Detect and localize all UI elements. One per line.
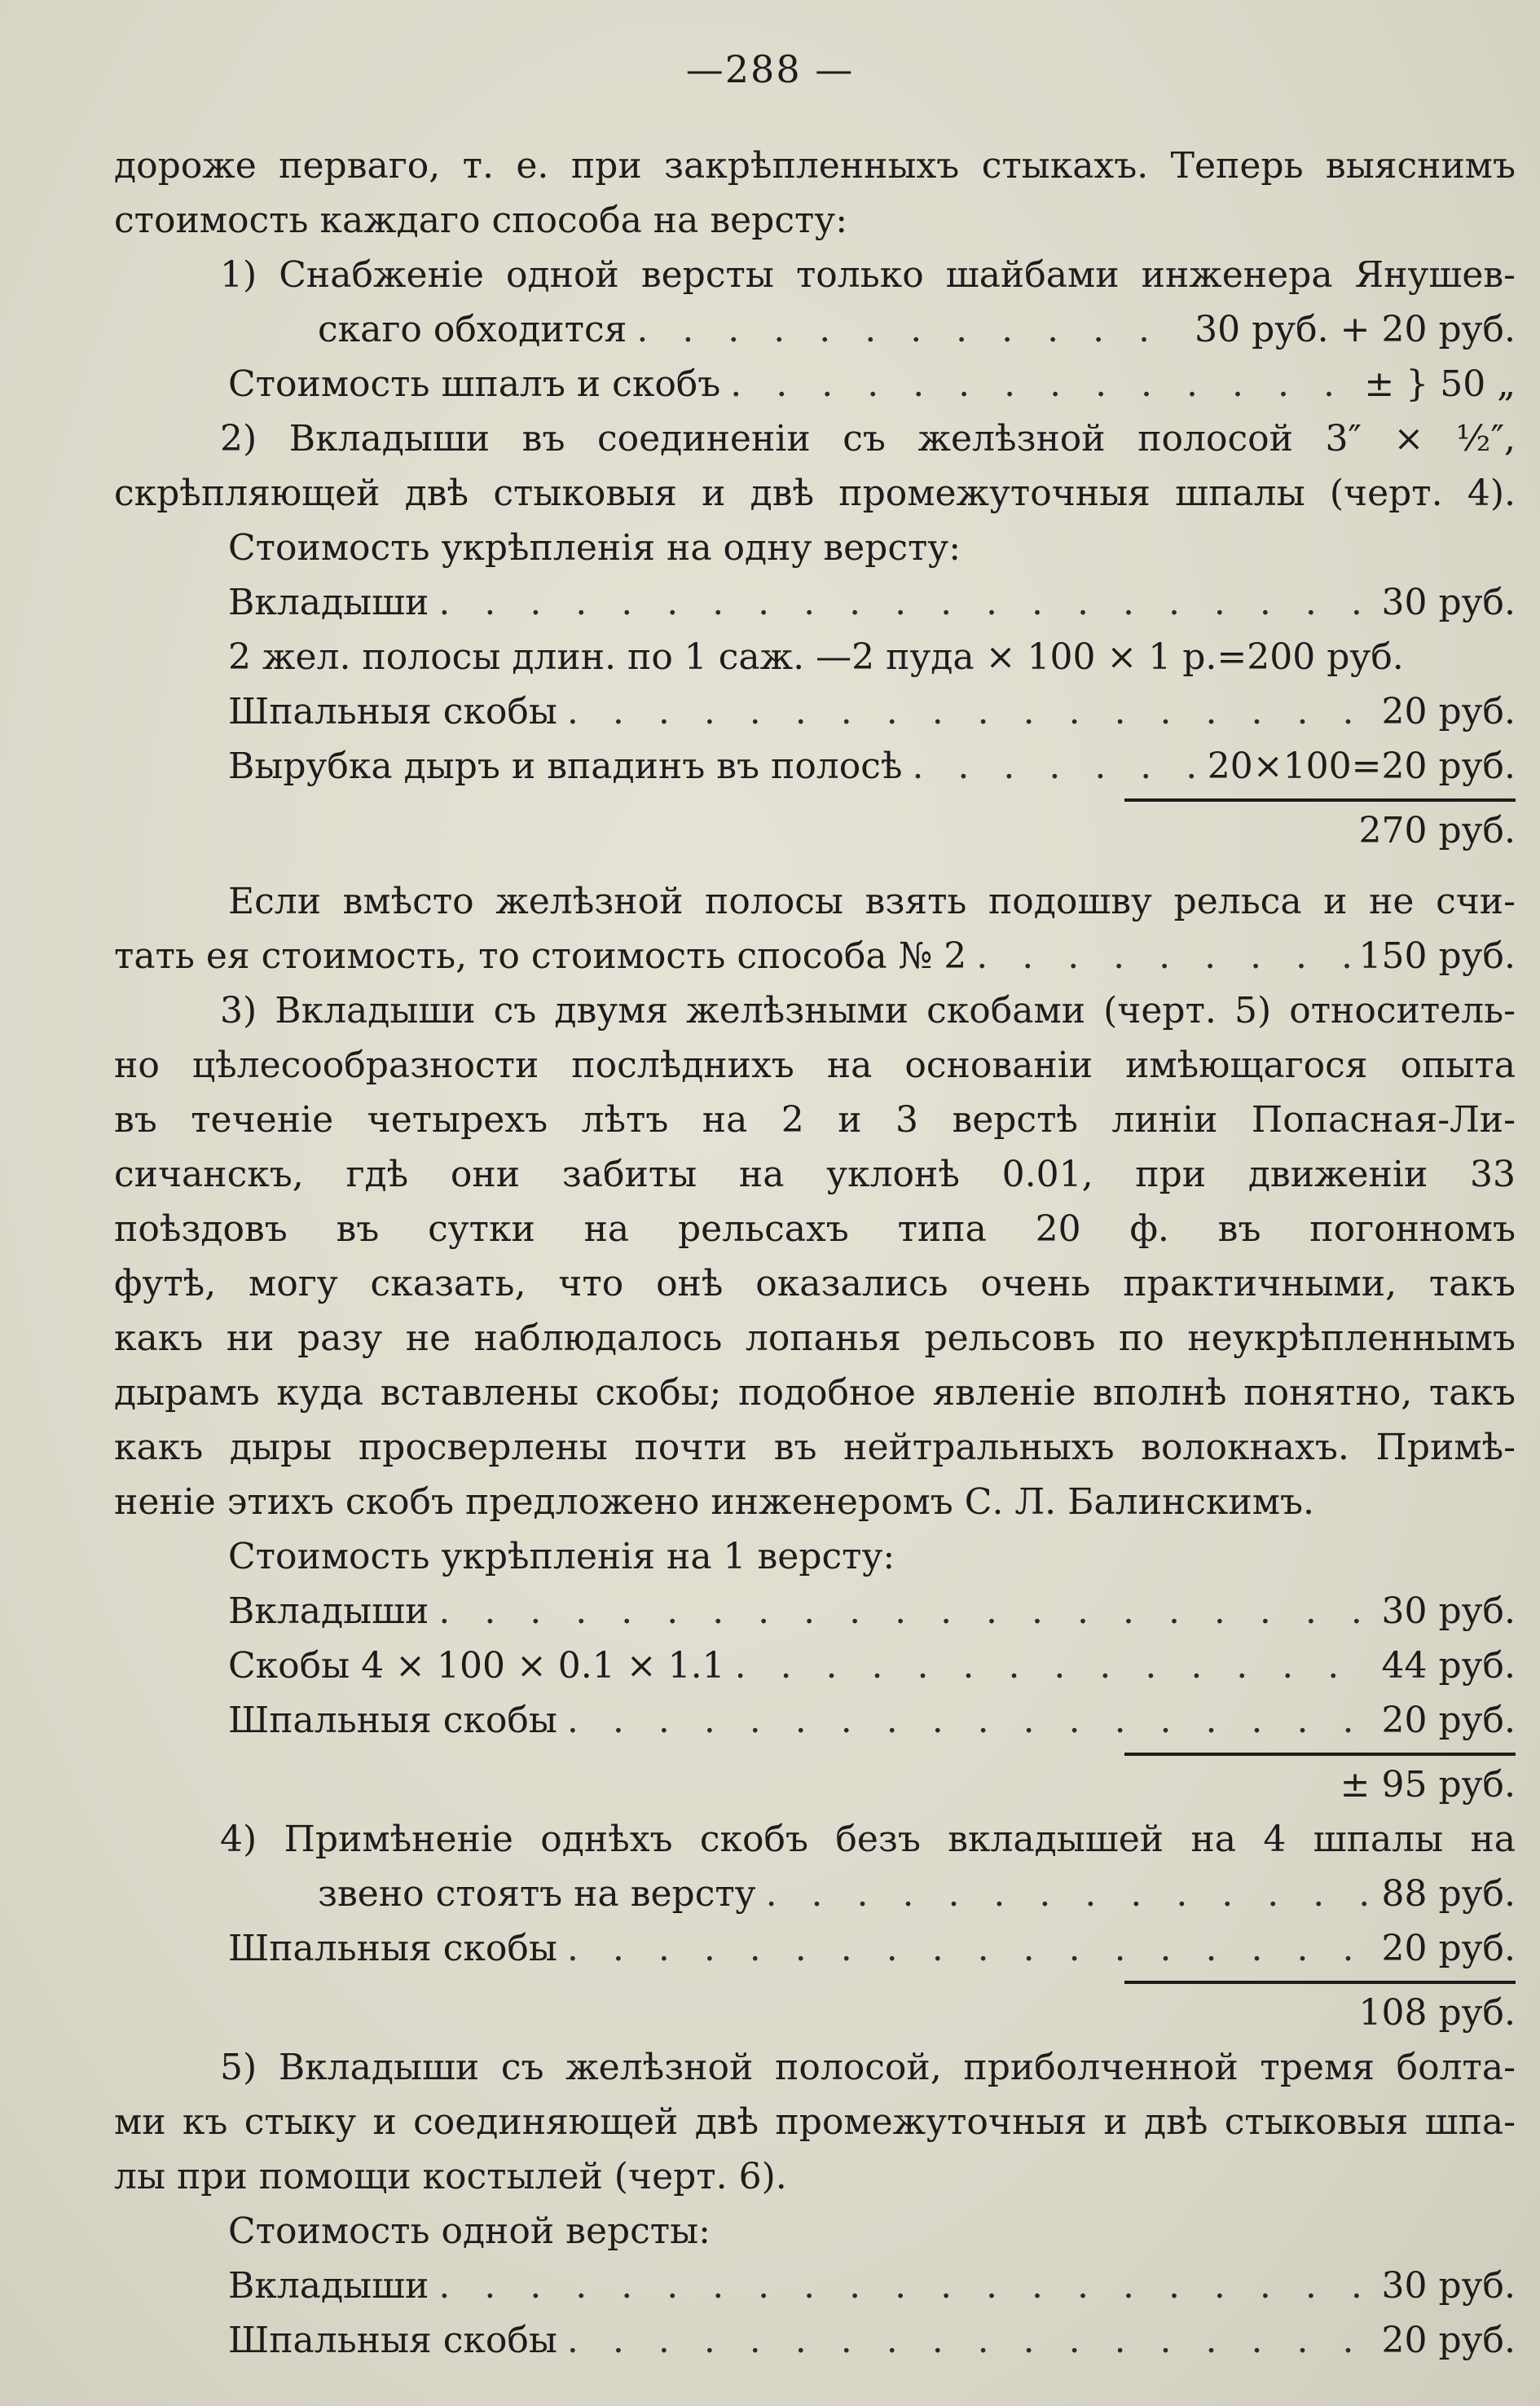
section-3-title: 3) Вкладыши съ двумя желѣзными скобами (черт. 5) относитель- [220, 990, 1516, 1031]
cost-label: Шпальныя скобы [228, 1700, 557, 1741]
cost-label: Стоимость шпалъ и скобъ [228, 363, 721, 405]
section-1-title: 1) Снабженіе одной версты только шайбами инженера Янушев- [220, 254, 1516, 296]
paragraph-line: стоимость каждаго способа на версту: [114, 200, 848, 241]
paragraph-line: неніе этихъ скобъ предложено инженеромъ С. Л. Балинскимъ. [114, 1481, 1314, 1523]
cost-value: 20 руб. [1381, 691, 1516, 732]
leader-dots [730, 357, 1354, 411]
cost-label: Вырубка дыръ и впадинъ въ полосѣ [228, 746, 903, 787]
leader-dots [912, 739, 1197, 794]
paragraph-line: какъ дыры просверлены почти въ нейтральныхъ волокнахъ. Примѣ- [114, 1427, 1516, 1468]
cost-value: ± } 50 „ [1364, 363, 1516, 405]
cost-label: Скобы 4 × 100 × 0.1 × 1.1 [228, 1645, 725, 1687]
leader-dots [976, 929, 1349, 983]
leader-dots [438, 575, 1371, 630]
cost-row [114, 302, 1516, 357]
leader-dots [567, 684, 1372, 739]
paragraph-line: футѣ, могу сказать, что онѣ оказались очень практичными, такъ [114, 1263, 1516, 1304]
cost-row [114, 929, 1516, 983]
cost-label: Шпальныя скобы [228, 1928, 557, 1969]
cost-total: 108 руб. [1358, 1992, 1516, 2034]
cost-row [114, 1693, 1516, 1748]
cost-value: 20 руб. [1381, 2320, 1516, 2361]
cost-label: тать ея стоимость, то стоимость способа № 2 [114, 935, 967, 977]
cost-value: 30 руб. + 20 руб. [1195, 309, 1516, 350]
cost-row [114, 684, 1516, 739]
cost-value: 20×100=20 руб. [1207, 746, 1516, 787]
sum-rule [1124, 798, 1516, 802]
page-body [114, 139, 1516, 2368]
paragraph-line: сичанскъ, гдѣ они забиты на уклонѣ 0.01, при движеніи 33 [114, 1154, 1516, 1195]
cost-row [114, 1638, 1516, 1693]
page-number: —288 — [685, 47, 855, 91]
cost-row [114, 739, 1516, 794]
paragraph-line: ми къ стыку и соединяющей двѣ промежуточныя и двѣ стыковыя шпа- [114, 2101, 1516, 2143]
cost-value: 44 руб. [1381, 1645, 1516, 1687]
cost-row [114, 630, 1516, 684]
paragraph-line: но цѣлесообразности послѣднихъ на основаніи имѣющагося опыта [114, 1045, 1516, 1086]
section-5-title: 5) Вкладыши съ желѣзной полосой, приболченной тремя болта- [220, 2047, 1516, 2088]
cost-row [114, 2259, 1516, 2313]
cost-value: 150 руб. [1358, 935, 1516, 977]
paragraph-line: Если вмѣсто желѣзной полосы взять подошву рельса и не счи- [228, 881, 1516, 922]
leader-dots [438, 1584, 1371, 1638]
cost-value: 20 руб. [1381, 1700, 1516, 1741]
cost-value: =200 руб. [1217, 636, 1404, 678]
cost-heading: Стоимость укрѣпленія на 1 версту: [228, 1536, 895, 1577]
paragraph-line: поѣздовъ въ сутки на рельсахъ типа 20 ф. въ погонномъ [114, 1208, 1516, 1250]
cost-row [114, 1867, 1516, 1921]
cost-label: Шпальныя скобы [228, 691, 557, 732]
cost-label: Вкладыши [228, 582, 429, 623]
leader-dots [636, 302, 1185, 357]
leader-dots [567, 2313, 1372, 2368]
cost-row [114, 575, 1516, 630]
section-2-title: 2) Вкладыши въ соединеніи съ желѣзной полосой 3″ × ½″, [220, 418, 1516, 460]
sum-rule [1124, 1981, 1516, 1984]
cost-heading: Стоимость укрѣпленія на одну версту: [228, 527, 961, 569]
leader-dots [567, 1693, 1372, 1748]
cost-total: 270 руб. [1358, 810, 1516, 851]
cost-label: звено стоятъ на версту [318, 1873, 756, 1915]
cost-label: 2 жел. полосы длин. по 1 саж. —2 пуда × 100 × 1 р. [228, 636, 1217, 678]
cost-value: 88 руб. [1381, 1873, 1516, 1915]
leader-dots [766, 1867, 1372, 1921]
cost-heading: Стоимость одной версты: [228, 2210, 711, 2252]
cost-value: 30 руб. [1381, 1590, 1516, 1632]
section-4-title: 4) Примѣненіе однѣхъ скобъ безъ вкладышей на 4 шпалы на [220, 1819, 1516, 1860]
cost-total: ± 95 руб. [1340, 1764, 1516, 1806]
paragraph-line: дороже перваго, т. е. при закрѣпленныхъ стыкахъ. Теперь выяснимъ [114, 145, 1516, 187]
paragraph-line: лы при помощи костылей (черт. 6). [114, 2156, 787, 2197]
cost-label: скаго обходится [318, 309, 627, 350]
cost-value: 30 руб. [1381, 2265, 1516, 2307]
cost-label: Шпальныя скобы [228, 2320, 557, 2361]
cost-value: 20 руб. [1381, 1928, 1516, 1969]
paragraph-line: скрѣпляющей двѣ стыковыя и двѣ промежуточныя шпалы (черт. 4). [114, 473, 1516, 514]
sum-rule [1124, 1753, 1516, 1756]
cost-row [114, 1921, 1516, 1976]
cost-value: 30 руб. [1381, 582, 1516, 623]
leader-dots [438, 2259, 1371, 2313]
cost-row [114, 357, 1516, 411]
paragraph-line: въ теченіе четырехъ лѣтъ на 2 и 3 верстѣ линіи Попасная-Ли- [114, 1099, 1516, 1141]
paragraph-line: дырамъ куда вставлены скобы; подобное явленіе вполнѣ понятно, такъ [114, 1372, 1516, 1414]
cost-label: Вкладыши [228, 2265, 429, 2307]
leader-dots [567, 1921, 1372, 1976]
paragraph-line: какъ ни разу не наблюдалось лопанья рельсовъ по неукрѣпленнымъ [114, 1317, 1516, 1359]
leader-dots [735, 1638, 1372, 1693]
cost-row [114, 2313, 1516, 2368]
cost-row [114, 1584, 1516, 1638]
cost-label: Вкладыши [228, 1590, 429, 1632]
